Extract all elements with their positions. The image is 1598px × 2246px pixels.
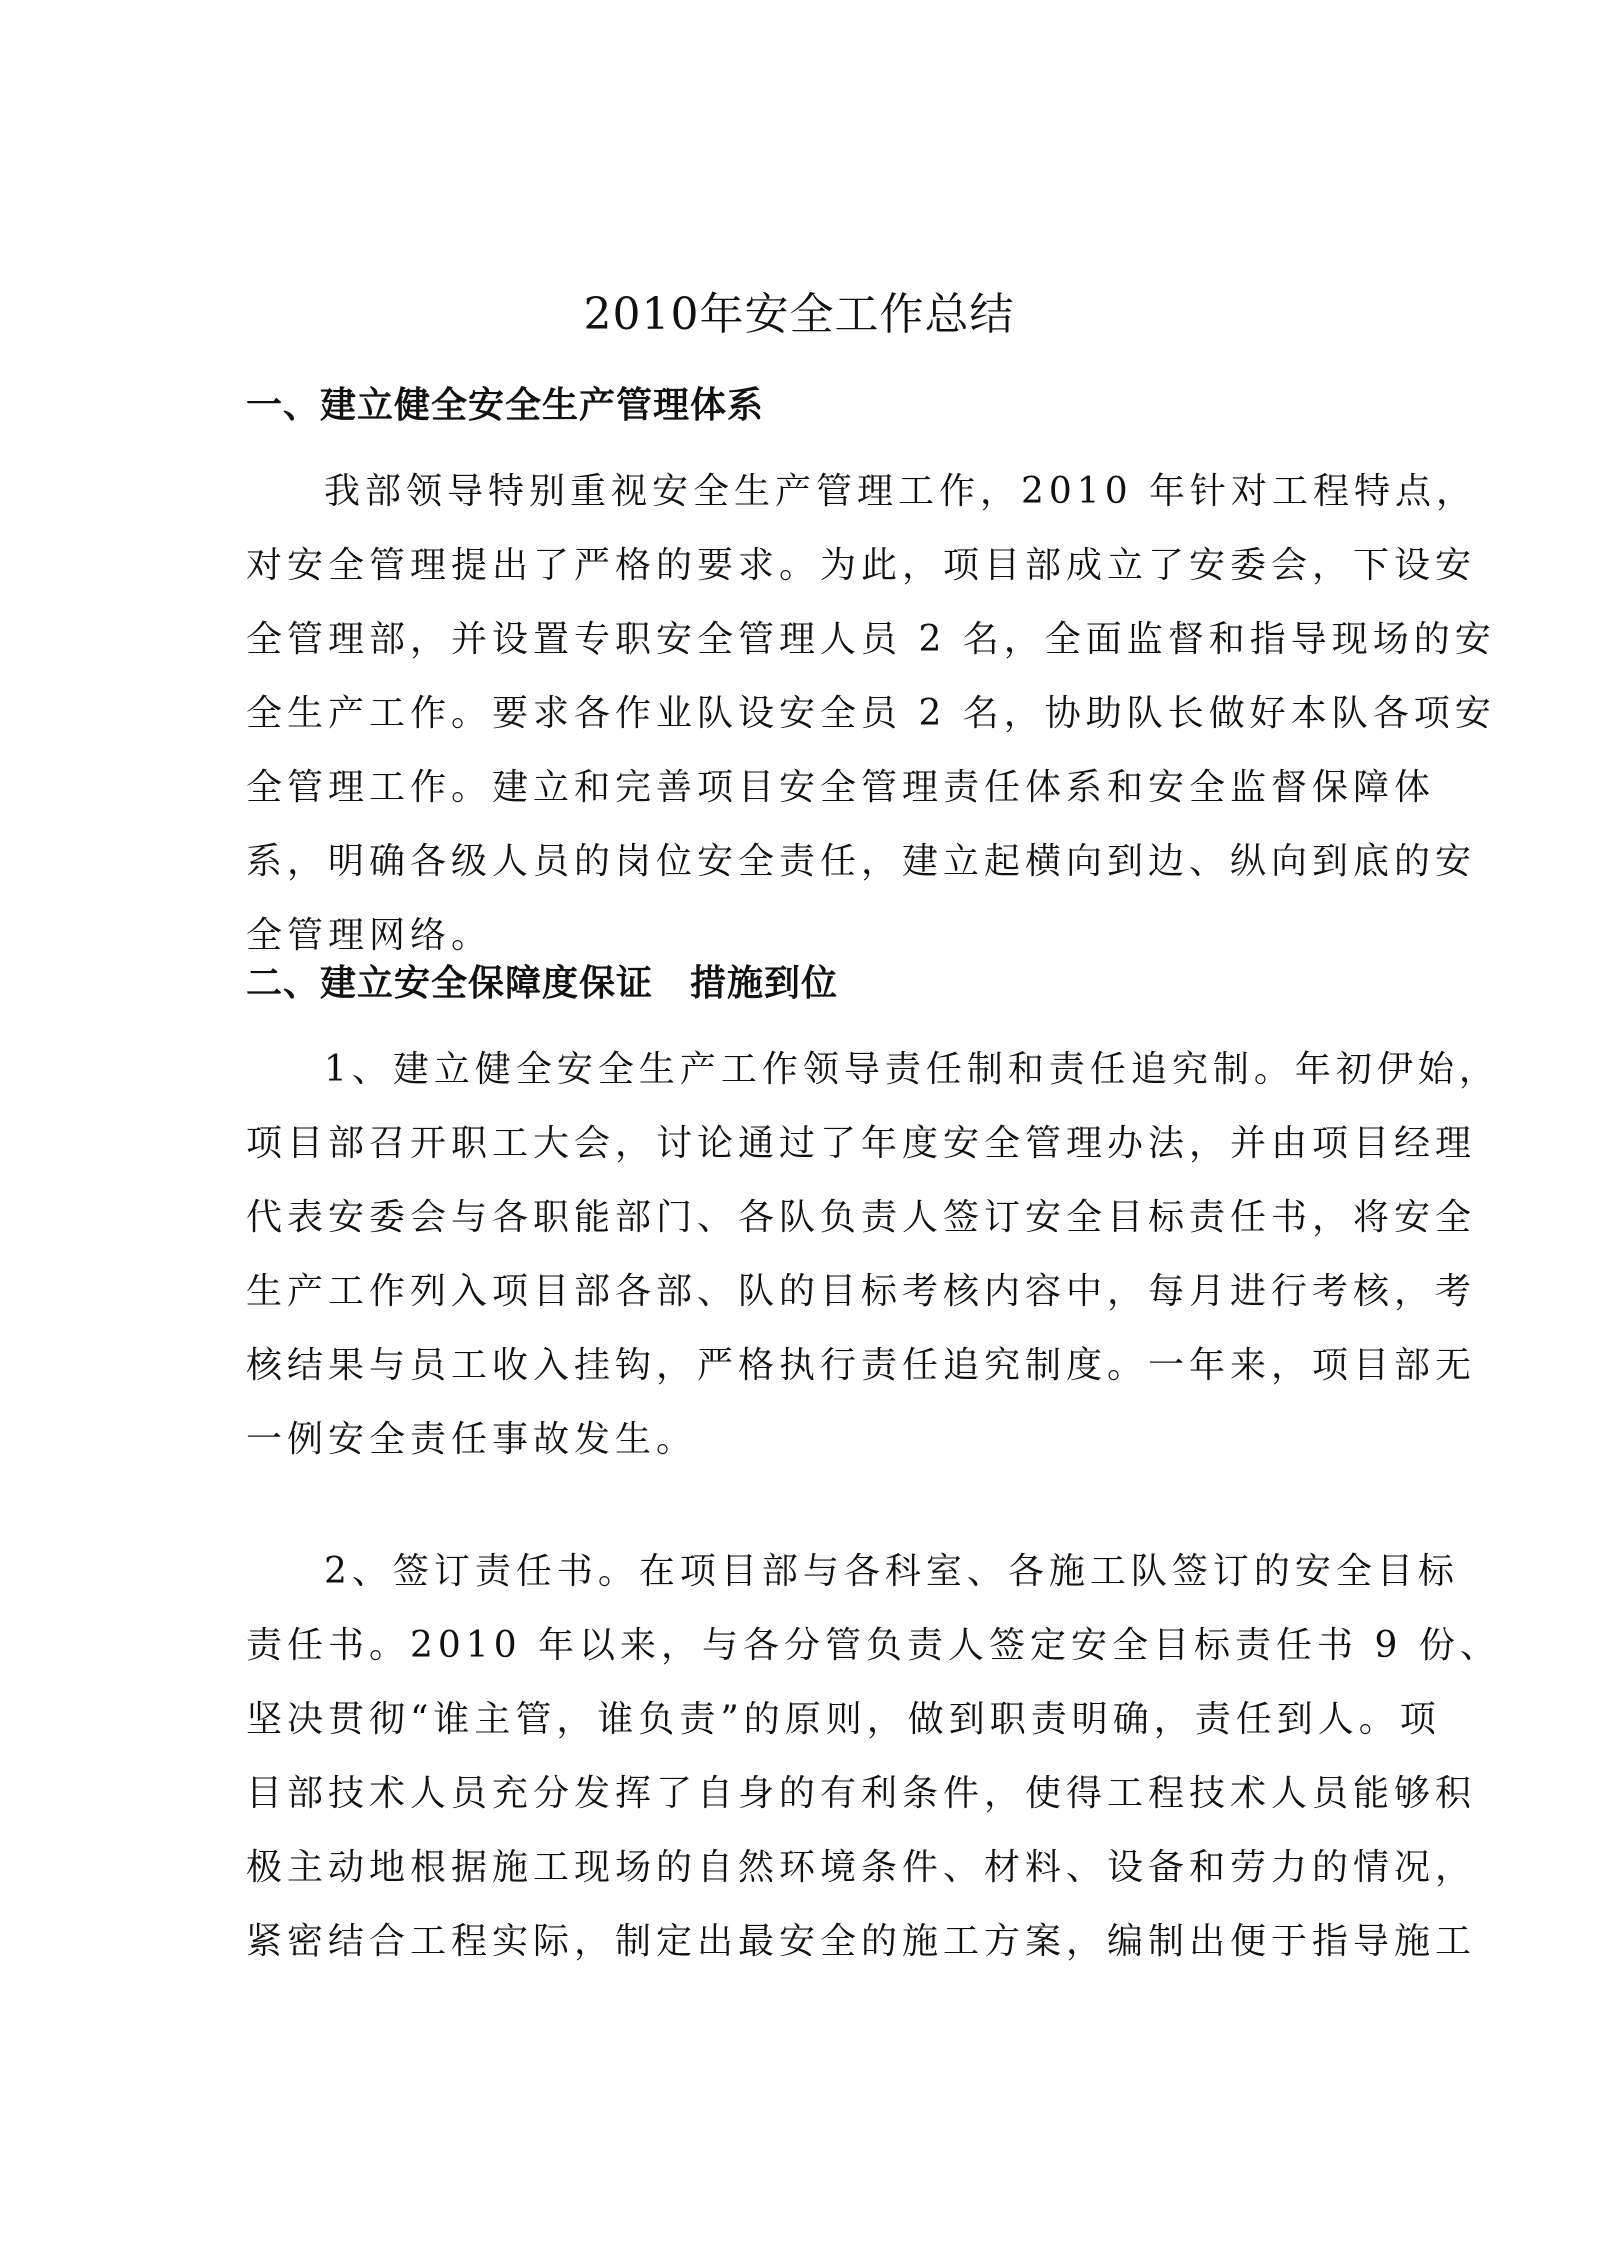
- paragraph-line: 责任书。2010 年以来，与各分管负责人签定安全目标责任书 9 份、: [246, 1625, 1501, 1666]
- paragraph-line: 系，明确各级人员的岗位安全责任，建立起横向到边、纵向到底的安: [246, 841, 1477, 882]
- document-title: 2010年安全工作总结: [583, 289, 1015, 340]
- paragraph-line: 项目部召开职工大会，讨论通过了年度安全管理办法，并由项目经理: [246, 1123, 1477, 1164]
- paragraph-line: 极主动地根据施工现场的自然环境条件、材料、设备和劳力的情况，: [246, 1847, 1477, 1888]
- paragraph-line: 对安全管理提出了严格的要求。为此，项目部成立了安委会，下设安: [246, 545, 1477, 586]
- paragraph-line: 目部技术人员充分发挥了自身的有利条件，使得工程技术人员能够积: [246, 1773, 1477, 1814]
- paragraph-line: 2、签订责任书。在项目部与各科室、各施工队签订的安全目标: [324, 1551, 1459, 1592]
- paragraph-line: 全管理网络。: [246, 915, 493, 956]
- section-2-paragraph-2: [246, 1535, 1501, 1979]
- paragraph-line: 紧密结合工程实际，制定出最安全的施工方案，编制出便于指导施工: [246, 1921, 1477, 1962]
- paragraph-line: 代表安委会与各职能部门、各队负责人签订安全目标责任书，将安全: [246, 1197, 1477, 1238]
- paragraph-line: 一例安全责任事故发生。: [246, 1419, 698, 1460]
- section-2-heading: 二、建立安全保障度保证 措施到位: [246, 962, 839, 1004]
- paragraph-line: 全管理部，并设置专职安全管理人员 2 名，全面监督和指导现场的安: [246, 619, 1496, 660]
- section-1-heading: 一、建立健全安全生产管理体系: [246, 384, 765, 426]
- paragraph-line: 生产工作列入项目部各部、队的目标考核内容中，每月进行考核，考: [246, 1271, 1477, 1312]
- paragraph-line: 全生产工作。要求各作业队设安全员 2 名，协助队长做好本队各项安: [246, 693, 1496, 734]
- paragraph-line: 坚决贯彻“谁主管，谁负责”的原则，做到职责明确，责任到人。项: [246, 1699, 1441, 1740]
- paragraph-line: 1、建立健全安全生产工作领导责任制和责任追究制。年初伊始，: [324, 1049, 1500, 1090]
- paragraph-line: 核结果与员工收入挂钩，严格执行责任追究制度。一年来，项目部无: [246, 1345, 1477, 1386]
- paragraph-line: 全管理工作。建立和完善项目安全管理责任体系和安全监督保障体: [246, 767, 1436, 808]
- paragraph-line: 我部领导特别重视安全生产管理工作，2010 年针对工程特点，: [324, 471, 1478, 512]
- section-1-paragraph: [246, 455, 1496, 973]
- section-2-paragraph-1: [246, 1033, 1500, 1477]
